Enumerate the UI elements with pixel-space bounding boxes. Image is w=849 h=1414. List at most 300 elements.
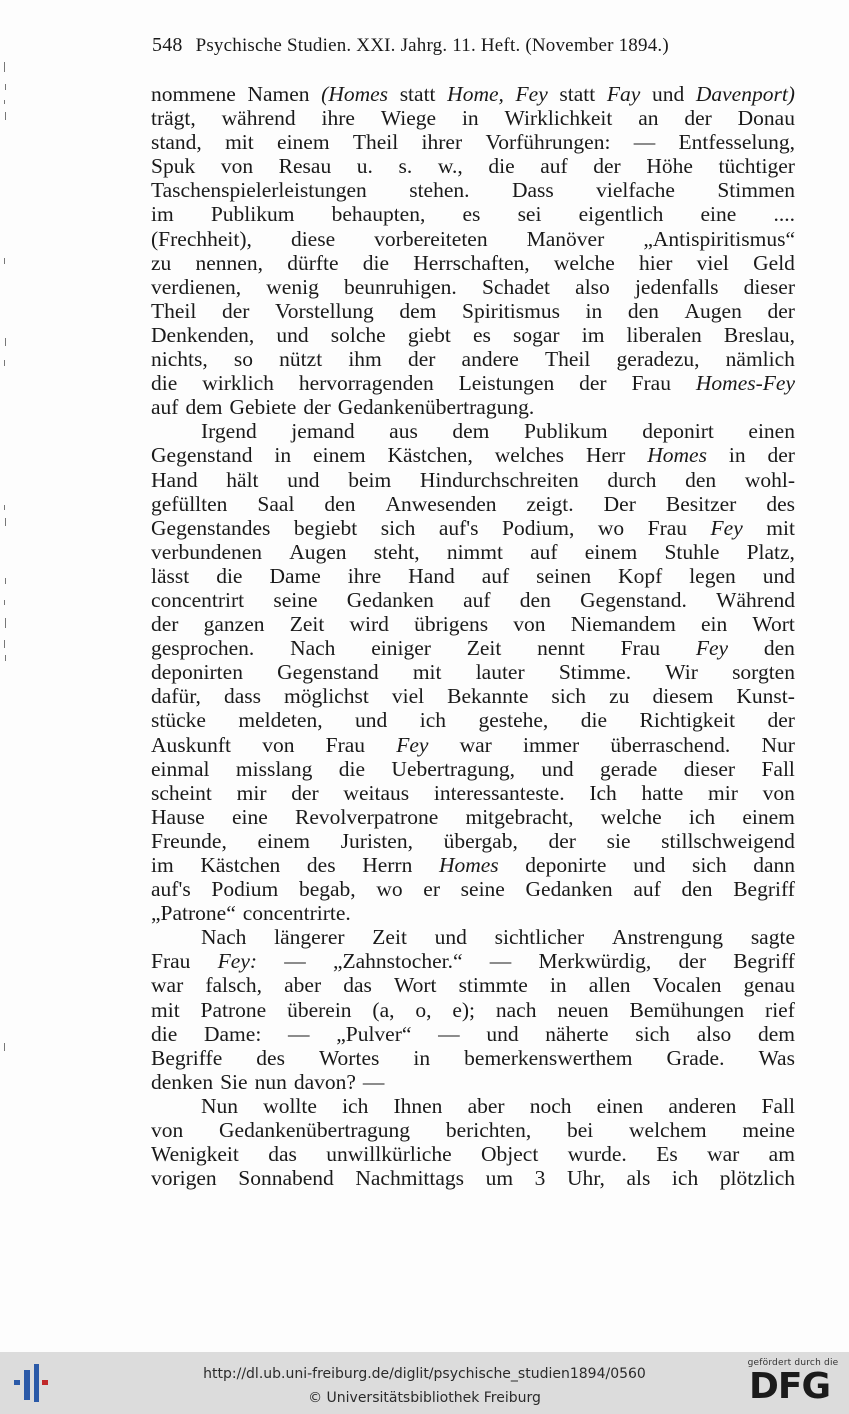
word: Kunst- [736,684,795,709]
word: Juristen, [340,828,413,853]
italic-word: Fey [695,636,729,661]
text-line [151,1022,795,1046]
word: Dass [511,178,554,203]
word: Uhr, [566,1166,605,1191]
word: dass [223,684,261,709]
word: e); [452,997,476,1022]
word: begab, [298,877,356,902]
word: Nun [201,1093,239,1118]
text-line [151,443,795,467]
word: nommene [151,82,236,106]
word: „Pulver“ [336,1021,412,1046]
word: und [541,756,574,781]
word: auf [481,563,510,588]
word: und [633,853,666,877]
word: hervorragenden [298,371,434,396]
word: Fall [761,756,795,781]
word: Hindurchschreiten [419,467,579,492]
word: Vocalen [652,973,722,998]
italic-word: Homes-Fey [695,371,795,396]
word: Schadet [481,274,551,299]
word: sorgten [732,660,795,685]
word: Wirklichkeit [504,106,613,131]
text-line [151,612,795,636]
word: Uebertragung, [391,756,515,781]
word: des [766,491,795,516]
word: Podium [211,877,279,902]
word: dem [185,395,223,420]
word: und [762,563,795,588]
text-line [151,684,795,708]
page-number: 548 [152,34,183,56]
copyright-text: © Universitätsbibliothek Freiburg [308,1390,541,1406]
word: dem [757,1021,795,1046]
word: Anstrengung [611,925,724,950]
word: des [256,1045,285,1070]
word: ich [688,804,716,829]
word: Spuk [151,154,196,179]
italic-word: Fey [515,82,548,106]
word: deponirten [151,660,243,685]
word: Höhe [646,154,693,179]
word: Begriff [733,877,795,902]
word: sei [517,202,542,227]
word: im [151,202,174,227]
word: aber [284,973,322,998]
text-line [151,395,795,419]
word: in [461,106,479,131]
word: Gedankenübertragung [219,1118,411,1143]
text-line [151,1142,795,1166]
word: seine [273,587,318,612]
word: Auskunft [151,732,232,757]
word: Niemandem [570,612,676,637]
word: Zeit [289,612,325,637]
text-line [151,275,795,299]
word: allen [588,973,631,998]
word: Nachmittags [355,1166,465,1191]
word: ihrer [421,130,463,155]
text-line [151,805,795,829]
word: concentrirt [151,587,245,612]
text-line [151,781,795,805]
word: Begriff [733,949,795,974]
word: der [684,106,712,131]
word: liberalen [626,322,702,347]
word: also [575,274,610,299]
word: gerade [600,756,658,781]
word: wo [597,515,625,540]
word: einen [748,419,795,444]
word: Herrschaften, [413,250,530,275]
word: viel [696,250,729,275]
word: verbundenen [151,539,263,564]
word: das [268,1142,297,1167]
word: tüchtiger [718,154,795,179]
word: sagte [750,925,795,950]
text-line [151,154,795,178]
word: Vorstellung [275,298,374,323]
word: sich [691,853,727,877]
word: zu [151,250,172,275]
italic-word: Fey [710,515,743,540]
word: nämlich [725,347,795,372]
word: auf's [438,515,479,540]
word: Herr [585,443,626,468]
text-line [151,347,795,371]
word: während [221,106,296,131]
text-line [151,973,795,997]
footer-bar [0,1352,849,1414]
word: in [413,1045,431,1070]
italic-word: (Homes [321,82,389,106]
word: Kopf [618,563,663,588]
word: Geld [753,250,795,275]
text-line [151,468,795,492]
word: der [767,708,795,733]
word: Denkenden, [151,322,255,347]
word: aus [389,419,418,444]
word: und [276,322,309,347]
word: seine [460,877,505,902]
text-line [151,227,795,251]
text-line [151,733,795,757]
word: mit [766,515,795,540]
word: jedenfalls [634,274,719,299]
word: mitgebracht, [465,804,574,829]
word: einmal [151,756,210,781]
word: die [216,563,243,588]
word: Augen [289,539,347,564]
word: in [549,973,567,998]
word: auf [463,587,491,612]
word: hier [639,250,673,275]
word: Stuhle [664,539,720,564]
word: Gedanken [525,877,613,902]
word: deponirte [525,853,607,877]
word: statt [559,82,596,106]
word: auf [151,395,179,420]
word: Wiege [380,106,437,131]
word: seinen [536,563,592,588]
word: ich [671,1166,699,1191]
word: welche [553,250,615,275]
word: nach [495,997,537,1022]
word: „Zahnstocher.“ [332,949,463,974]
word: mit [151,997,180,1022]
word: einen [596,1093,644,1118]
word: den [685,467,717,492]
word: so [233,347,254,372]
word: einem [584,539,638,564]
word: falsch, [205,973,263,998]
word: in [274,443,292,468]
word: der [678,949,706,974]
word: sogar [513,322,560,347]
word: Saal [257,491,295,516]
word: s. [398,154,413,179]
word: deponirt [642,419,714,444]
word: (Frechheit), [151,226,252,251]
word: ich [342,1093,369,1118]
word: Anwesenden [385,491,497,516]
word: Frau [151,949,191,974]
word: war [459,732,492,757]
word: vielfache [596,178,675,203]
text-line [151,853,795,877]
word: davon? [293,1069,356,1094]
word: Wort [752,612,795,637]
word: er [423,877,440,902]
word: weitaus [343,780,410,805]
word: andere [461,347,519,372]
word: vorbereiteten [374,226,488,251]
word: war [151,973,184,998]
text-line [151,877,795,901]
word: Theil [151,298,197,323]
running-header [152,34,792,57]
word: Frau [647,515,688,540]
word: längerer [274,925,345,950]
word: Gedanken [346,587,434,612]
word: auf's [151,877,191,902]
word: Sonnabend [238,1166,334,1191]
word: Leistungen [458,371,555,396]
word: Resau [278,154,332,179]
dfg-logo-text: DFG [749,1366,831,1407]
word: Während [716,587,795,612]
dfg-logo[interactable] [745,1358,841,1410]
text-line [151,492,795,516]
dfg-caption: gefördert durch die [747,1358,839,1368]
word: Dame [269,563,321,588]
word: es [462,202,481,227]
word: Spiritismus [461,298,560,323]
word: ich [419,708,447,733]
word: und [651,82,685,106]
word: einiger [371,636,431,661]
word: Theil [352,130,399,155]
word: Nach [201,925,247,950]
word: Breslau, [723,322,795,347]
word: der [579,371,607,396]
word: wohl- [744,467,795,492]
text-line [151,106,795,130]
word: dem [399,298,437,323]
text-line [151,708,795,732]
word: Grade. [666,1045,725,1070]
word: denken [151,1069,214,1094]
word: nimmt [446,539,503,564]
scan-margin-marks [0,0,10,1352]
text-line [151,202,795,226]
word: Donau [737,106,795,131]
word: Nur [761,732,795,757]
word: von [262,732,295,757]
word: eigentlich [578,202,664,227]
word: wenig [266,274,319,299]
word: eine [700,202,737,227]
text-line [151,251,795,275]
text-line [151,130,795,154]
word: gefüllten [151,491,228,516]
word: — [288,1021,310,1046]
word: Revolverpatrone [294,804,439,829]
word: die [580,708,608,733]
word: dem [452,419,490,444]
word: wird [349,612,389,637]
text-line [151,371,795,395]
word: gestehe, [478,708,549,733]
word: übergab, [443,828,518,853]
word: Hand [151,467,198,492]
word: hält [226,467,259,492]
word: wollte [263,1093,317,1118]
word: neuen [557,997,609,1022]
word: Frau [631,371,671,396]
word: an [638,106,659,131]
word: beunruhigen. [343,274,457,299]
word: Kästchen [200,853,281,877]
word: einem [742,804,795,829]
word: dafür, [151,684,201,709]
text-line [151,829,795,853]
word: anderen [668,1093,737,1118]
word: der [767,298,795,323]
text-line [151,949,795,973]
word: nennen, [195,250,263,275]
word: von [151,1118,184,1143]
word: Hand [408,563,455,588]
word: Theil [545,347,591,372]
word: „Patrone“ [151,901,236,926]
word: noch [529,1093,572,1118]
word: dürfte [287,250,339,275]
word: Zeit [372,925,407,950]
word: 3 [534,1166,546,1191]
word: mir [708,780,738,805]
word: diesem [652,684,714,709]
text-line [151,925,795,949]
word: mir [236,780,267,805]
word: statt [399,82,436,106]
word: von [513,612,546,637]
italic-word: Fey [396,732,429,757]
word: misslang [235,756,313,781]
word: als [626,1166,651,1191]
italic-word: Fay [606,82,641,106]
source-url-link[interactable]: http://dl.ub.uni-freiburg.de/diglit/psychische_studien1894/0560 [203,1366,646,1382]
word: Namen [247,82,310,106]
word: Gebiete [229,395,297,420]
text-line [151,757,795,781]
word: immer [523,732,580,757]
word: von [220,154,254,179]
word: eine [231,804,268,829]
word: viel [391,684,425,709]
word: die [338,756,366,781]
word: ganzen [203,612,265,637]
word: berichten, [445,1118,532,1143]
word: stehen. [409,178,470,203]
word: Fall [761,1093,795,1118]
italic-word: Home, [447,82,504,106]
word: scheint [151,780,212,805]
word: überraschend. [610,732,731,757]
word: wurde. [567,1142,627,1167]
word: diese [290,226,336,251]
word: Es [656,1142,678,1167]
word: Stimmen [717,178,795,203]
word: Ich [589,780,617,805]
word: die [151,1021,178,1046]
word: Taschenspielerleistungen [151,178,367,203]
word: legen [689,563,736,588]
word: lauter [475,660,525,685]
word: welches [494,443,565,468]
word: es [472,322,491,347]
body-text [151,82,795,1190]
word: Object [481,1142,539,1167]
word: Podium, [502,515,575,540]
word: den [324,491,356,516]
word: welchem [629,1118,707,1143]
word: Sie [220,1069,248,1094]
word: u. [356,154,373,179]
word: nichts, [151,347,208,372]
word: den [627,298,659,323]
word: hatte [641,780,684,805]
word: Nach [290,636,336,661]
word: der [291,780,319,805]
italic-word: Homes [438,853,499,877]
word: der [548,828,576,853]
word: stücke [151,708,206,733]
italic-word: Fey: [217,949,258,974]
word: vorigen [151,1166,217,1191]
text-line [151,299,795,323]
word: Zeit [466,636,502,661]
word: rief [765,997,795,1022]
text-line [151,998,795,1022]
word: dann [753,853,795,877]
word: der [593,154,621,179]
word: sich [551,684,587,709]
word: Wir [665,660,698,685]
word: Gegenstandes [151,515,271,540]
word: und [355,708,388,733]
word: nennt [537,636,585,661]
word: Stimme. [558,660,632,685]
word: Frau [620,636,661,661]
italic-word: Davenport) [695,82,795,106]
word: dieser [683,756,736,781]
word: trägt, [151,106,196,131]
word: Freunde, [151,828,227,853]
word: Besitzer [665,491,737,516]
word: Herrn [362,853,413,877]
word: und [486,1021,519,1046]
word: concentrirte. [242,901,351,926]
word: den [681,877,713,902]
word: genau [743,973,795,998]
text-line [151,564,795,588]
word: — [633,130,656,155]
word: auf [530,539,558,564]
word: Publikum [210,202,295,227]
word: Gegenstand. [580,587,687,612]
word: die [151,371,178,396]
